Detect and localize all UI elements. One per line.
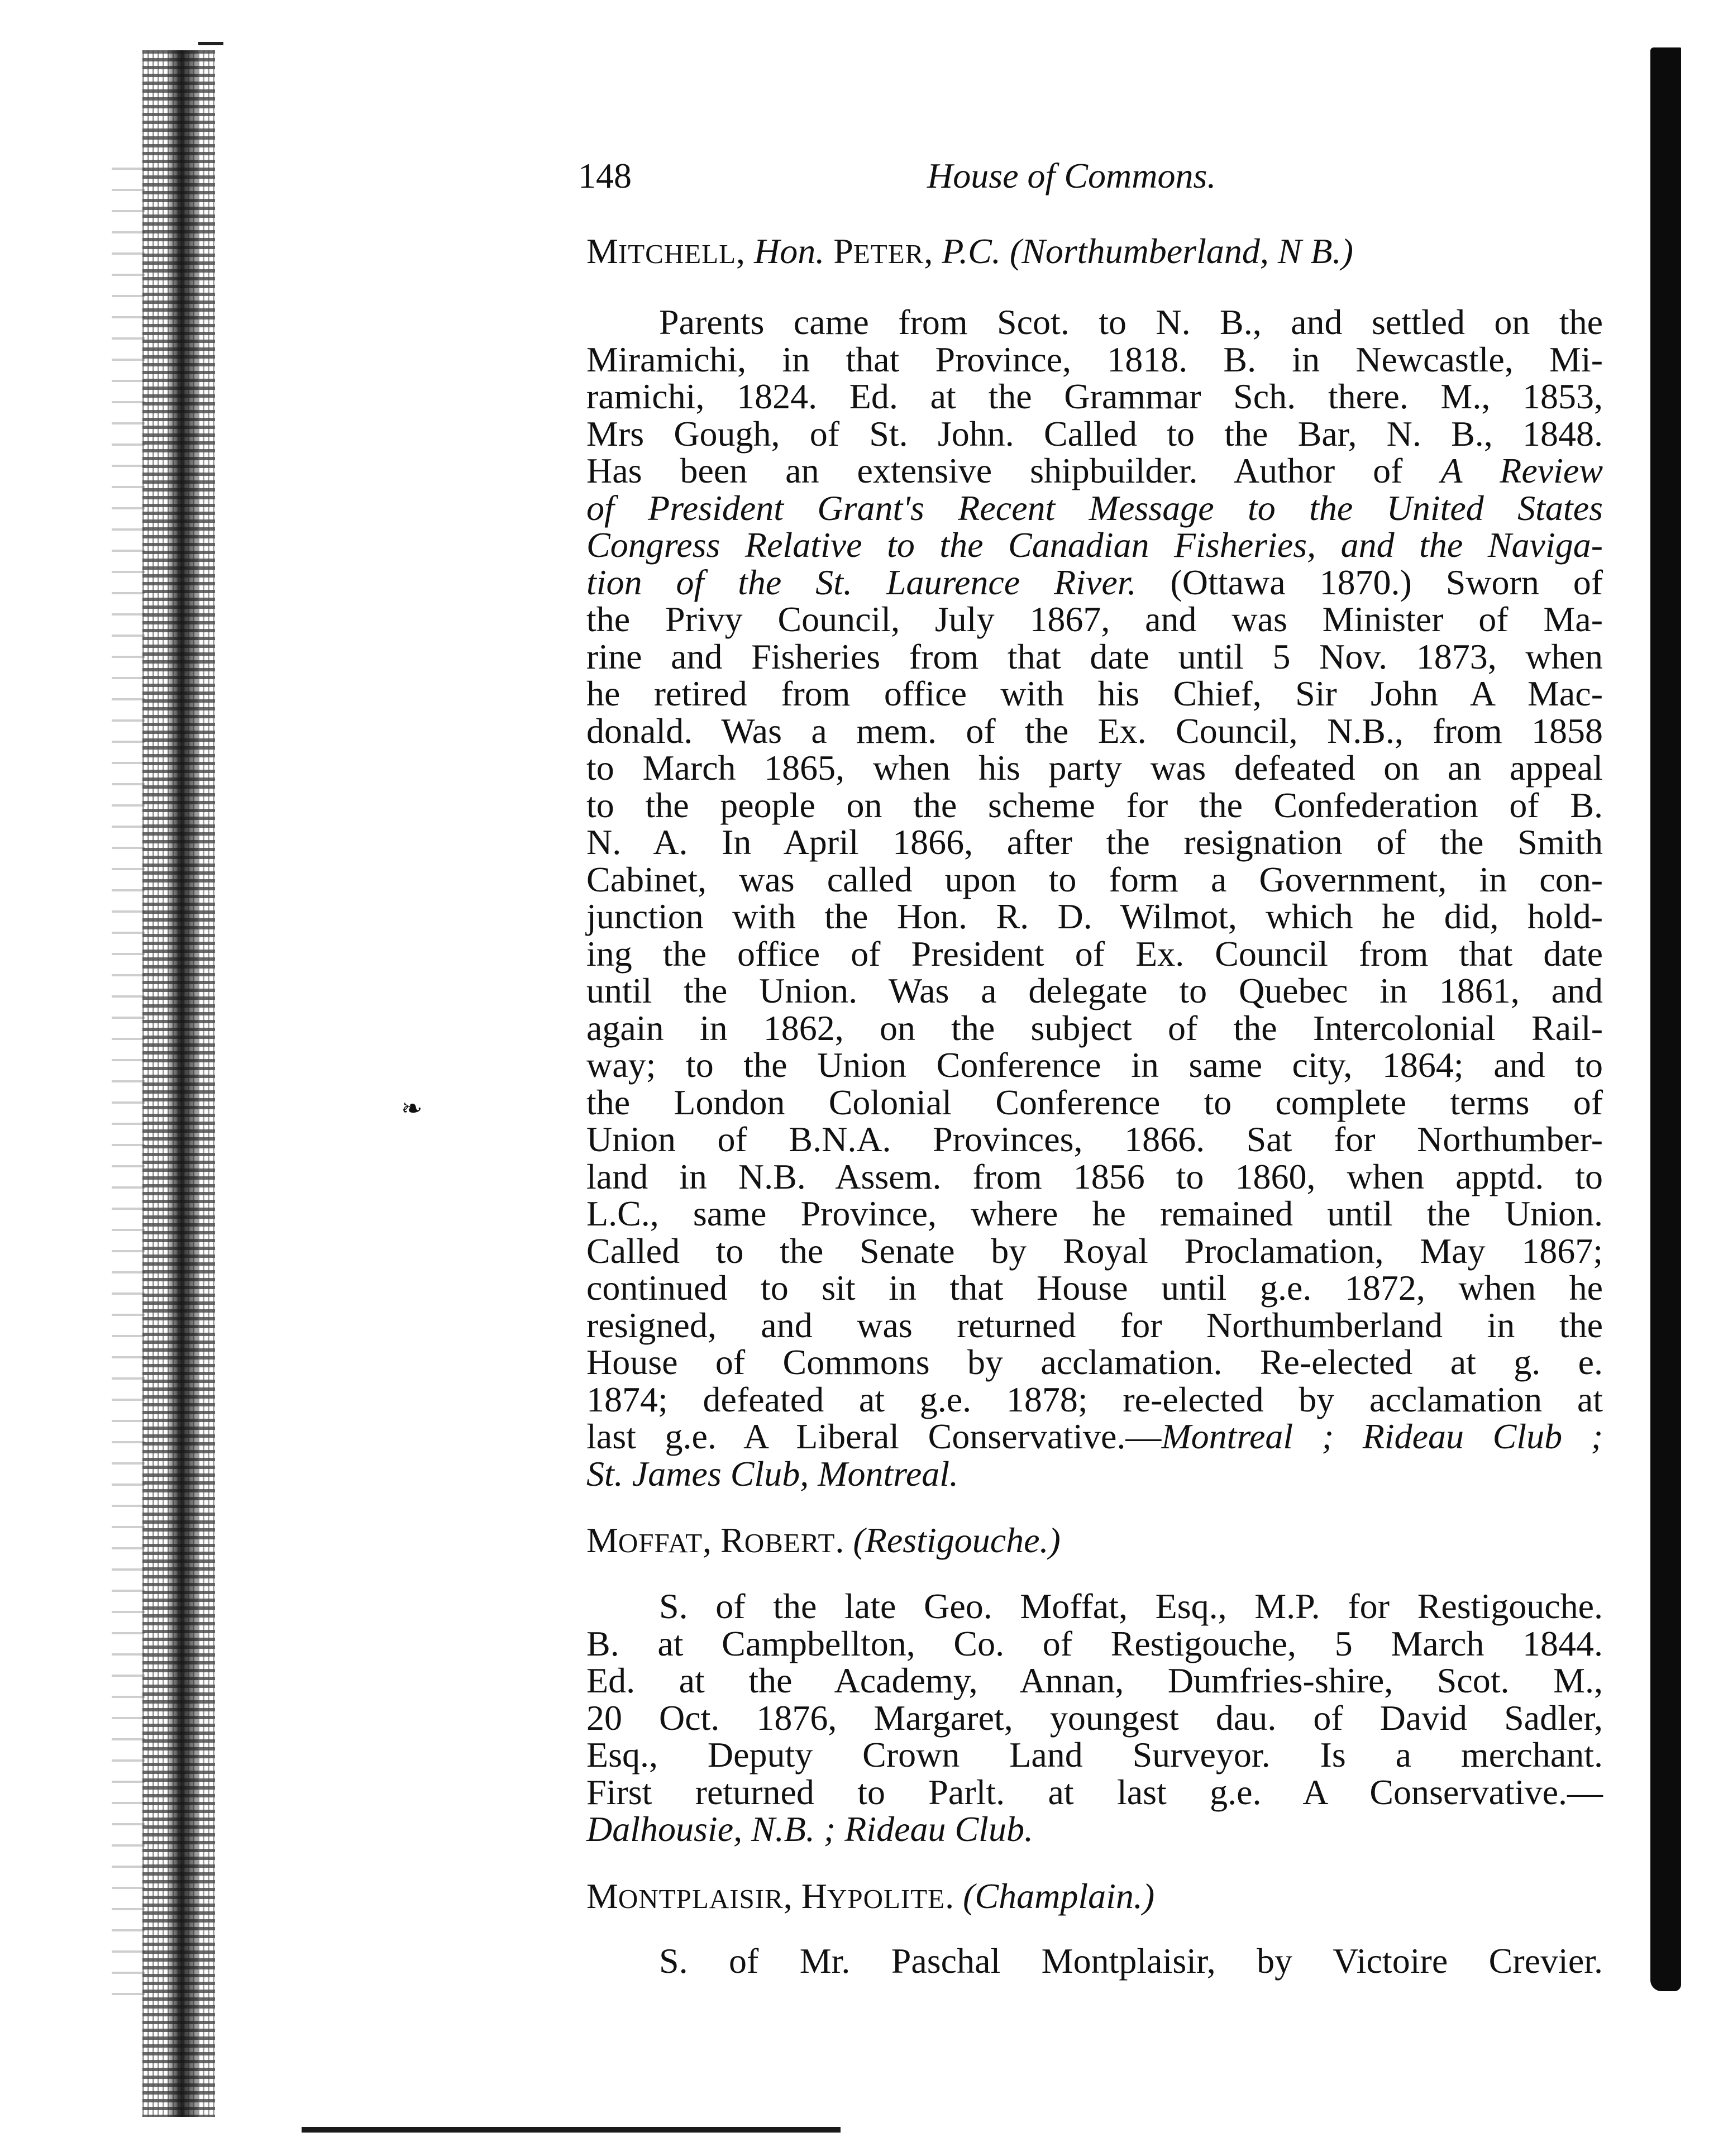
body-line: S. of Mr. Paschal Montplaisir, by Victoire Crevier. <box>659 1941 1603 1981</box>
surname-rest: OFFAT <box>618 1528 703 1558</box>
entry-mitchell <box>586 226 1603 279</box>
body-line: to March 1865, when his party was defeated on an appeal <box>586 748 1603 788</box>
body-line: B. at Campbellton, Co. of Restigouche, 5 March 1844. <box>586 1623 1603 1663</box>
scan-right-edge-shadow <box>1650 47 1681 1991</box>
body-line-book-title: of President Grant's Recent Message to the United States <box>586 488 1603 528</box>
surname-rest: ONTPLAISIR <box>618 1883 784 1914</box>
body-line <box>586 452 1603 490</box>
body-line: Miramichi, in that Province, 1818. B. in Newcastle, Mi- <box>586 339 1603 379</box>
constituency: (Northumberland, N B.) <box>1009 231 1353 271</box>
body-line: Called to the Senate by Royal Proclamation, May 1867; <box>586 1230 1603 1271</box>
body-line: way; to the Union Conference in same city, 1864; and to <box>586 1045 1603 1085</box>
body-line: Mrs Gough, of St. John. Called to the Bar, N. B., 1848. <box>586 413 1603 454</box>
body-line: Esq., Deputy Crown Land Surveyor. Is a merchant. <box>586 1735 1603 1775</box>
clubs: Montreal ; Rideau Club ; <box>1161 1416 1603 1456</box>
body-line: the Privy Council, July 1867, and was Minister of Ma- <box>586 599 1603 639</box>
body-line: resigned, and was returned for Northumberland in the <box>586 1305 1603 1345</box>
given-rest: ETER <box>853 239 924 269</box>
entry-montplaisir-body <box>586 1943 1603 1980</box>
body-line: Union of B.N.A. Provinces, 1866. Sat for Northumber- <box>586 1119 1603 1159</box>
stray-ink-mark: ❧ <box>401 1094 423 1123</box>
entry-moffat-body <box>586 1588 1603 1848</box>
scan-binding-strip <box>168 50 198 2117</box>
body-line-book-title: Congress Relative to the Canadian Fisheries, and the Naviga- <box>586 525 1603 565</box>
body-line: First returned to Parlt. at last g.e. A Conservative.— <box>586 1772 1603 1812</box>
scan-speckle <box>112 168 145 2011</box>
entry-heading <box>586 1871 1603 1924</box>
given-initial: P <box>833 231 853 271</box>
given-initial: H <box>801 1876 827 1916</box>
body-line: S. of the late Geo. Moffat, Esq., M.P. for Restigouche. <box>659 1586 1603 1626</box>
body-line: Ed. at the Academy, Annan, Dumfries-shire, Scot. M., <box>586 1661 1603 1700</box>
page-bottom-rule <box>302 2127 841 2133</box>
heading-sep: , <box>924 231 942 271</box>
body-line: donald. Was a mem. of the Ex. Council, N.B., from 1858 <box>586 710 1603 751</box>
given-rest: OBERT <box>744 1528 836 1558</box>
body-line <box>586 1418 1603 1456</box>
surname-rest: ITCHELL <box>618 239 737 269</box>
line-text: last g.e. A Liberal Conservative.— <box>586 1416 1162 1456</box>
body-line: ing the office of President of Ex. Council from that date <box>586 933 1603 974</box>
body-line-clubs: Dalhousie, N.B. ; Rideau Club. <box>586 1809 1033 1849</box>
body-line: L.C., same Province, where he remained until the Union. <box>586 1194 1603 1233</box>
entry-montplaisir <box>586 1871 1603 1924</box>
body-line <box>586 564 1603 602</box>
body-line: land in N.B. Assem. from 1856 to 1860, when apptd. to <box>586 1156 1603 1196</box>
book-title-end: tion of the St. Laurence River. <box>586 562 1137 602</box>
body-line: until the Union. Was a delegate to Quebec in 1861, and <box>586 971 1603 1010</box>
heading-sep: . <box>835 1520 853 1560</box>
body-line: he retired from office with his Chief, Sir John A Mac- <box>586 674 1603 713</box>
given-initial: R <box>720 1520 744 1560</box>
body-line: rine and Fisheries from that date until 5 Nov. 1873, when <box>586 636 1603 676</box>
book-title-start: A Review <box>1440 451 1603 490</box>
body-line: continued to sit in that House until g.e. 1872, when he <box>586 1268 1603 1308</box>
body-line: 1874; defeated at g.e. 1878; re-elected by acclamation at <box>586 1379 1603 1419</box>
body-line: junction with the Hon. R. D. Wilmot, which he did, hold- <box>586 896 1603 936</box>
constituency: (Champlain.) <box>963 1876 1155 1916</box>
line-text: Has been an extensive shipbuilder. Author of <box>586 451 1441 490</box>
body-line: ramichi, 1824. Ed. at the Grammar Sch. there. M., 1853, <box>586 376 1603 416</box>
honours: P.C. <box>942 231 1001 271</box>
body-line: the London Colonial Conference to complete terms of <box>586 1082 1603 1122</box>
entry-heading <box>586 1515 1603 1568</box>
given-rest: YPOLITE <box>827 1883 946 1914</box>
heading-sep: . <box>945 1876 963 1916</box>
line-text: (Ottawa 1870.) Sworn of <box>1136 562 1603 602</box>
body-line: Parents came from Scot. to N. B., and settled on the <box>659 302 1603 342</box>
entry-moffat <box>586 1515 1603 1568</box>
running-head: House of Commons. <box>927 156 1216 195</box>
entry-heading <box>586 226 1603 279</box>
heading-comma: , <box>736 231 755 271</box>
scan-corner-mark <box>198 42 223 45</box>
heading-comma: , <box>703 1520 721 1560</box>
page-header <box>578 151 1606 201</box>
constituency: (Restigouche.) <box>853 1520 1061 1560</box>
page-number: 148 <box>578 156 632 195</box>
body-line: again in 1862, on the subject of the Intercolonial Rail- <box>586 1008 1603 1048</box>
honorific: Hon. <box>754 231 825 271</box>
surname-initial: M <box>586 1876 618 1916</box>
body-line-clubs: St. James Club, Montreal. <box>586 1453 958 1494</box>
body-line: 20 Oct. 1876, Margaret, youngest dau. of David Sadler, <box>586 1697 1603 1738</box>
heading-comma: , <box>783 1876 801 1916</box>
body-line: N. A. In April 1866, after the resignation of the Smith <box>586 822 1603 862</box>
body-line: to the people on the scheme for the Confederation of B. <box>586 785 1603 825</box>
surname-initial: M <box>586 1520 618 1560</box>
body-line: House of Commons by acclamation. Re-elected at g. e. <box>586 1342 1603 1382</box>
entry-mitchell-body <box>586 304 1603 1492</box>
surname-initial: M <box>586 231 618 271</box>
body-line: Cabinet, was called upon to form a Government, in con- <box>586 859 1603 899</box>
